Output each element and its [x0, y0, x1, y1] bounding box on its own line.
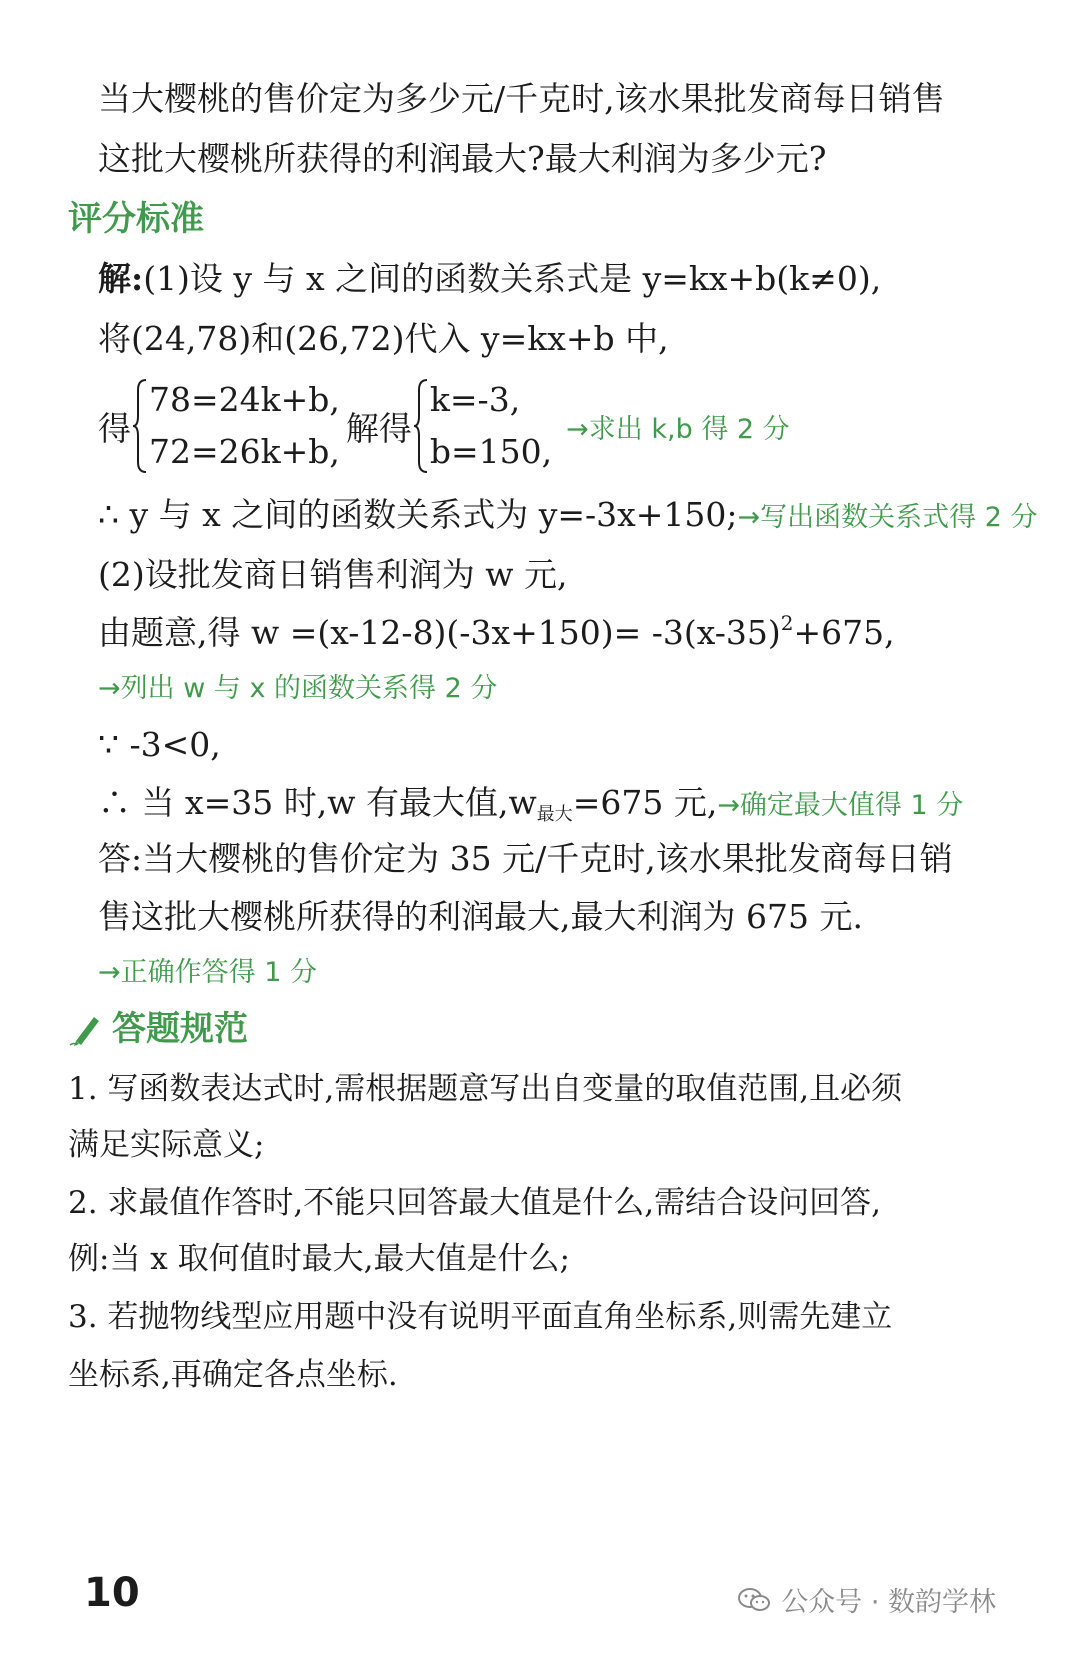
jiede-label: 解得: [345, 408, 412, 448]
rule-2-line-2: 例:当 x 取何值时最大,最大值是什么;: [68, 1241, 570, 1277]
score-note-1: →求出 k,b 得 2 分: [566, 413, 790, 445]
solution-text-7b: =675 元,: [572, 783, 718, 822]
page-number: 10: [84, 1570, 140, 1616]
score-note-5: →正确作答得 1 分: [98, 957, 317, 988]
score-note-2: →写出函数关系式得 2 分: [737, 502, 1038, 533]
solution-line-6: ∵ -3<0,: [98, 725, 221, 764]
left-brace-icon: [131, 378, 149, 474]
answer-line-2: 售这批大樱桃所获得的利润最大,最大利润为 675 元.: [98, 897, 863, 936]
rule-3-line-1: 3. 若抛物线型应用题中没有说明平面直角坐标系,则需先建立: [68, 1299, 893, 1335]
solution-line-2: 将(24,78)和(26,72)代入 y=kx+b 中,: [98, 319, 669, 358]
system-2-eq-1: k=-3,: [429, 380, 521, 419]
rule-2-line-1: 2. 求最值作答时,不能只回答最大值是什么,需结合设问回答,: [68, 1185, 881, 1221]
system-1-eq-1: 78=24k+b,: [149, 380, 340, 419]
solution-text-7a: ∴ 当 x=35 时,w 有最大值,w: [98, 783, 537, 822]
solution-text-1: (1)设 y 与 x 之间的函数关系式是 y=kx+b(k≠0),: [143, 259, 882, 298]
scoring-title: 评分标准: [68, 199, 204, 239]
norms-title: 答题规范: [112, 1009, 248, 1049]
solution-text-5b: +675,: [793, 613, 895, 652]
solution-text-5a: 由题意,得 w =(x-12-8)(-3x+150)= -3(x-35): [98, 613, 781, 652]
solve-label: 解:: [98, 259, 144, 298]
equation-systems: [98, 378, 790, 474]
solution-text-3: ∴ y 与 x 之间的函数关系式为 y=-3x+150;: [98, 495, 738, 534]
answer-line-1: 答:当大樱桃的售价定为 35 元/千克时,该水果批发商每日销: [98, 839, 953, 878]
wechat-icon: [737, 1586, 771, 1614]
rule-1-line-2: 满足实际意义;: [68, 1127, 265, 1163]
norms-header: [68, 1008, 248, 1050]
score-note-4: →确定最大值得 1 分: [717, 790, 964, 821]
solution-line-5: [98, 612, 895, 654]
intro-line-2: 这批大樱桃所获得的利润最大?最大利润为多少元?: [98, 139, 827, 178]
solution-line-7: [98, 782, 963, 827]
solution-line-4: (2)设批发商日销售利润为 w 元,: [98, 555, 568, 594]
system-1: [149, 380, 340, 472]
system-2: [430, 380, 552, 472]
score-note-3: →列出 w 与 x 的函数关系得 2 分: [98, 673, 498, 704]
rule-3-line-2: 坐标系,再确定各点坐标.: [68, 1357, 398, 1393]
pencil-icon: [68, 1011, 104, 1047]
subscript-max: 最大: [536, 804, 573, 825]
de-label: 得: [98, 408, 131, 448]
watermark-text: 公众号 · 数韵学林: [781, 1587, 996, 1618]
intro-line-1: 当大樱桃的售价定为多少元/千克时,该水果批发商每日销售: [98, 79, 945, 118]
solution-line-3: [98, 494, 1037, 539]
rule-1-line-1: 1. 写函数表达式时,需根据题意写出自变量的取值范围,且必须: [68, 1071, 903, 1107]
system-2-eq-2: b=150,: [429, 432, 553, 471]
system-1-eq-2: 72=26k+b,: [149, 432, 340, 471]
exponent: 2: [780, 611, 794, 635]
left-brace-icon: [412, 378, 430, 474]
watermark: [737, 1580, 996, 1619]
solution-line-1: [98, 258, 881, 300]
